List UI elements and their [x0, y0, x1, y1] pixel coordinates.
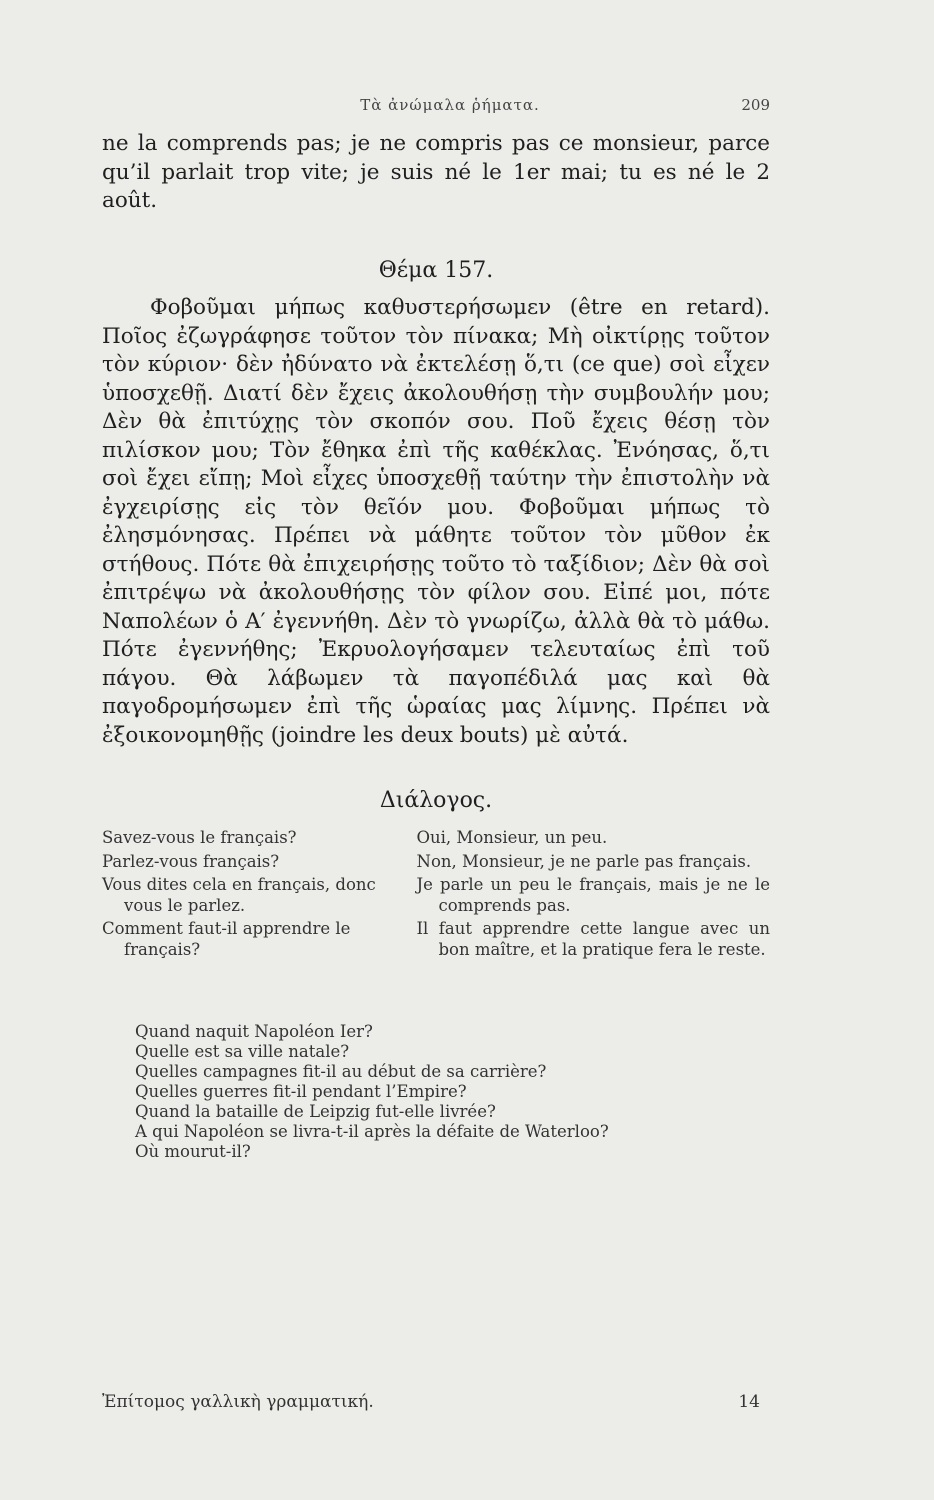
running-title: Τὰ ἀνώμαλα ῥήματα.	[360, 96, 540, 114]
dialogue-question: Comment faut-il apprendre le français?	[102, 919, 351, 959]
review-questions	[135, 1022, 775, 1162]
dialogue-question: Parlez-vous français?	[102, 851, 280, 871]
dialogue-answer: Oui, Monsieur, un peu.	[416, 828, 608, 847]
page-number: 209	[741, 96, 770, 114]
review-question: A qui Napoléon se livra-t-il après la défaite de Waterloo?	[135, 1122, 609, 1141]
exercise-heading: Θέμα 157.	[378, 258, 494, 283]
dialogue-pair	[102, 852, 770, 873]
dialogue-heading: Διάλογος.	[379, 788, 493, 813]
dialogue-pairs	[102, 828, 770, 963]
review-question: Quelle est sa ville natale?	[135, 1042, 350, 1061]
review-question: Quelles guerres fit-il pendant l’Empire?	[135, 1082, 467, 1101]
dialogue-question: Vous dites cela en français, donc vous le parlez.	[102, 875, 376, 915]
review-question: Quand la bataille de Leipzig fut-elle livrée?	[135, 1102, 496, 1121]
sheet-number: 14	[738, 1392, 760, 1412]
intro-paragraph: ne la comprends pas; je ne compris pas ce monsieur, parce qu’il parlait trop vite; je suis né le 1er mai; tu es né le 2 août.	[102, 131, 770, 213]
review-question: Quelles campagnes fit-il au début de sa carrière?	[135, 1062, 547, 1081]
footer-signature: Ἐπίτομος γαλλικὴ γραμματική.	[102, 1392, 374, 1412]
dialogue-answer: Il faut apprendre cette langue avec un bon maître, et la pratique fera le reste.	[416, 919, 770, 959]
dialogue-pair	[102, 828, 770, 849]
review-question: Où mourut-il?	[135, 1142, 251, 1161]
dialogue-answer: Je parle un peu le français, mais je ne le comprends pas.	[416, 875, 770, 915]
dialogue-pair	[102, 875, 770, 916]
dialogue-question: Savez-vous le français?	[102, 828, 297, 847]
review-question: Quand naquit Napoléon Ier?	[135, 1022, 373, 1041]
dialogue-answer: Non, Monsieur, je ne parle pas français.	[416, 851, 752, 871]
exercise-body: Φοβοῦμαι μήπως καθυστερήσωμεν (être en retard). Ποῖος ἐζωγράφησε τοῦτον τὸν πίνακα; Μὴ οἰκτίρῃς τοῦτον τὸν κύριον· δὲν ἠδύνατο νὰ ἐκτελέσῃ ὅ,τι (ce que) σοὶ εἶχεν ὑποσχεθῇ. Διατί δὲν ἔχεις ἀκολουθήσῃ τὴν συμβουλήν μου; Δὲν θὰ ἐπιτύχῃς τὸν σκοπόν σου. Ποῦ ἔχεις θέσῃ τὸν πιλίσκον μου; Τὸν ἔθηκα ἐπὶ τῆς καθέκλας. Ἐνόησας, ὅ,τι σοὶ ἔχει εἴπῃ; Μοὶ εἶχες ὑποσχεθῇ ταύτην τὴν ἐπιστολὴν νὰ ἐγχειρίσῃς εἰς τὸν θεῖόν μου. Φοβοῦμαι μήπως τὸ ἐλησμόνησας. Πρέπει νὰ μάθητε τοῦτον τὸν μῦθον ἐκ στήθους. Πότε θὰ ἐπιχειρήσῃς τοῦτο τὸ ταξίδιον; Δὲν θὰ σοὶ ἐπιτρέψω νὰ ἀκολουθήσῃς τὸν φίλον σου. Εἰπέ μοι, πότε Ναπολέων ὁ Α′ ἐγεννήθη. Δὲν τὸ γνωρίζω, ἀλλὰ θὰ τὸ μάθω. Πότε ἐγεννήθης; Ἐκρυολογήσαμεν τελευταίως ἐπὶ τοῦ πάγου. Θὰ λάβωμεν τὰ παγοπέδιλά μας καὶ θὰ παγοδρομήσωμεν ἐπὶ τῆς ὡραίας μας λίμνης. Πρέπει νὰ ἐξοικονομηθῇς (joindre les deux bouts) μὲ αὐτά.	[102, 295, 770, 748]
dialogue-pair	[102, 919, 770, 960]
